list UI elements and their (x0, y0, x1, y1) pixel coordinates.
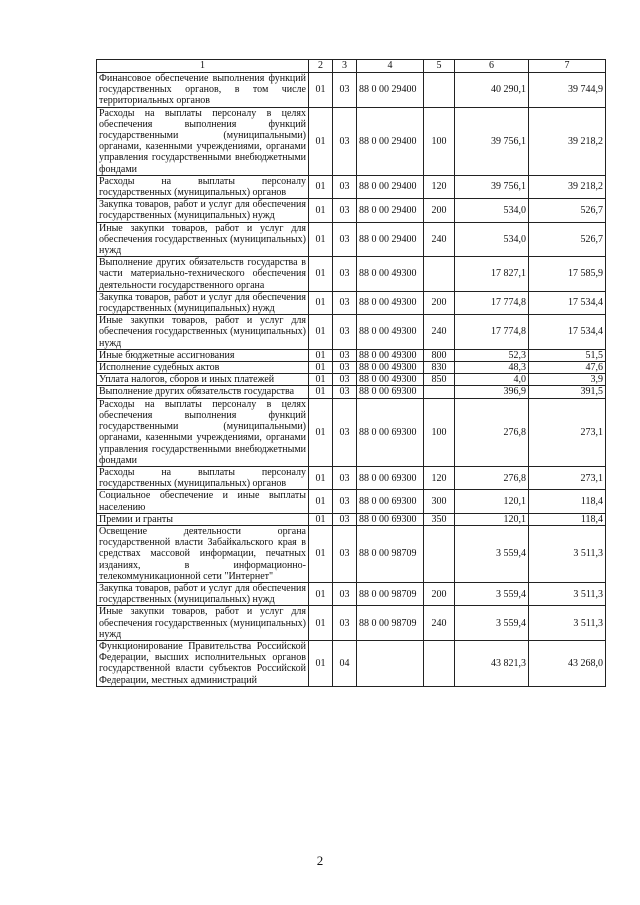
amount-year-1-cell: 396,9 (455, 386, 529, 398)
subsection-cell: 03 (333, 513, 357, 525)
section-cell: 01 (309, 349, 333, 361)
table-row (97, 291, 606, 314)
amount-year-1-cell: 39 756,1 (455, 107, 529, 175)
header-col-6: 6 (455, 60, 529, 73)
expense-type-cell: 240 (424, 606, 455, 641)
amount-year-1-cell: 276,8 (455, 466, 529, 489)
section-cell: 01 (309, 386, 333, 398)
target-article-cell: 88 0 00 49300 (357, 374, 424, 386)
subsection-cell: 03 (333, 73, 357, 108)
subsection-cell: 03 (333, 349, 357, 361)
expense-type-cell: 240 (424, 222, 455, 257)
section-cell: 01 (309, 175, 333, 198)
target-article-cell: 88 0 00 49300 (357, 291, 424, 314)
page-number: 2 (316, 853, 324, 868)
subsection-cell: 03 (333, 374, 357, 386)
target-article-cell: 88 0 00 29400 (357, 107, 424, 175)
row-name-cell: Иные закупки товаров, работ и услуг для обеспечения государственных (муниципальных) нужд (97, 606, 309, 641)
amount-year-2-cell: 526,7 (529, 222, 606, 257)
amount-year-1-cell: 40 290,1 (455, 73, 529, 108)
budget-table (96, 59, 606, 687)
section-cell: 01 (309, 199, 333, 222)
target-article-cell: 88 0 00 49300 (357, 257, 424, 292)
amount-year-1-cell: 39 756,1 (455, 175, 529, 198)
target-article-cell: 88 0 00 49300 (357, 362, 424, 374)
row-name-cell: Исполнение судебных актов (97, 362, 309, 374)
amount-year-2-cell: 17 585,9 (529, 257, 606, 292)
amount-year-2-cell: 51,5 (529, 349, 606, 361)
table-row (97, 606, 606, 641)
target-article-cell: 88 0 00 29400 (357, 73, 424, 108)
subsection-cell: 03 (333, 386, 357, 398)
expense-type-cell: 200 (424, 199, 455, 222)
target-article-cell: 88 0 00 29400 (357, 222, 424, 257)
amount-year-2-cell: 39 218,2 (529, 107, 606, 175)
expense-type-cell: 120 (424, 175, 455, 198)
amount-year-1-cell: 17 774,8 (455, 291, 529, 314)
expense-type-cell: 240 (424, 315, 455, 350)
subsection-cell: 03 (333, 398, 357, 466)
target-article-cell: 88 0 00 69300 (357, 513, 424, 525)
header-col-2: 2 (309, 60, 333, 73)
target-article-cell: 88 0 00 69300 (357, 466, 424, 489)
amount-year-1-cell: 4,0 (455, 374, 529, 386)
amount-year-2-cell: 17 534,4 (529, 315, 606, 350)
table-row (97, 315, 606, 350)
table-row (97, 466, 606, 489)
section-cell: 01 (309, 222, 333, 257)
section-cell: 01 (309, 640, 333, 686)
row-name-cell: Премии и гранты (97, 513, 309, 525)
expense-type-cell: 800 (424, 349, 455, 361)
expense-type-cell: 200 (424, 582, 455, 605)
table-row (97, 582, 606, 605)
expense-type-cell: 100 (424, 398, 455, 466)
section-cell: 01 (309, 257, 333, 292)
target-article-cell: 88 0 00 49300 (357, 349, 424, 361)
section-cell: 01 (309, 582, 333, 605)
row-name-cell: Финансовое обеспечение выполнения функций государственных органов, в том числе территориальных органов (97, 73, 309, 108)
section-cell: 01 (309, 315, 333, 350)
amount-year-2-cell: 118,4 (529, 490, 606, 513)
table-row (97, 525, 606, 582)
amount-year-1-cell: 48,3 (455, 362, 529, 374)
expense-type-cell (424, 257, 455, 292)
subsection-cell: 03 (333, 199, 357, 222)
section-cell: 01 (309, 107, 333, 175)
subsection-cell: 03 (333, 362, 357, 374)
header-col-4: 4 (357, 60, 424, 73)
row-name-cell: Социальное обеспечение и иные выплаты населению (97, 490, 309, 513)
row-name-cell: Закупка товаров, работ и услуг для обеспечения государственных (муниципальных) нужд (97, 291, 309, 314)
subsection-cell: 03 (333, 222, 357, 257)
row-name-cell: Функционирование Правительства Российской Федерации, высших исполнительных органов государственной власти субъектов Российской Федерации, местных администраций (97, 640, 309, 686)
row-name-cell: Уплата налогов, сборов и иных платежей (97, 374, 309, 386)
table-row (97, 349, 606, 361)
amount-year-2-cell: 273,1 (529, 466, 606, 489)
amount-year-1-cell: 276,8 (455, 398, 529, 466)
row-name-cell: Выполнение других обязательств государства (97, 386, 309, 398)
row-name-cell: Иные закупки товаров, работ и услуг для обеспечения государственных (муниципальных) нужд (97, 315, 309, 350)
row-name-cell: Закупка товаров, работ и услуг для обеспечения государственных (муниципальных) нужд (97, 582, 309, 605)
amount-year-1-cell: 534,0 (455, 199, 529, 222)
row-name-cell: Иные закупки товаров, работ и услуг для обеспечения государственных (муниципальных) нужд (97, 222, 309, 257)
amount-year-1-cell: 3 559,4 (455, 525, 529, 582)
amount-year-1-cell: 52,3 (455, 349, 529, 361)
amount-year-2-cell: 47,6 (529, 362, 606, 374)
table-row (97, 513, 606, 525)
subsection-cell: 03 (333, 315, 357, 350)
subsection-cell: 03 (333, 291, 357, 314)
subsection-cell: 04 (333, 640, 357, 686)
section-cell: 01 (309, 362, 333, 374)
amount-year-2-cell: 39 744,9 (529, 73, 606, 108)
target-article-cell: 88 0 00 98709 (357, 525, 424, 582)
subsection-cell: 03 (333, 606, 357, 641)
section-cell: 01 (309, 466, 333, 489)
table-row (97, 107, 606, 175)
subsection-cell: 03 (333, 107, 357, 175)
table-row (97, 386, 606, 398)
table-row (97, 73, 606, 108)
target-article-cell: 88 0 00 98709 (357, 606, 424, 641)
row-name-cell: Освещение деятельности органа государственной власти Забайкальского края в средствах массовой информации, печатных изданиях, в информационно-телекоммуникационной сети "Интернет" (97, 525, 309, 582)
header-col-5: 5 (424, 60, 455, 73)
table-row (97, 640, 606, 686)
subsection-cell: 03 (333, 525, 357, 582)
amount-year-2-cell: 3,9 (529, 374, 606, 386)
subsection-cell: 03 (333, 175, 357, 198)
header-col-1: 1 (97, 60, 309, 73)
amount-year-1-cell: 3 559,4 (455, 606, 529, 641)
section-cell: 01 (309, 291, 333, 314)
section-cell: 01 (309, 73, 333, 108)
table-row (97, 257, 606, 292)
target-article-cell: 88 0 00 29400 (357, 175, 424, 198)
row-name-cell: Расходы на выплаты персоналу в целях обеспечения выполнения функций государственными (муниципальными) органами, казенными учреждениями, органами управления государственными внебюджетными фондами (97, 398, 309, 466)
target-article-cell: 88 0 00 69300 (357, 398, 424, 466)
section-cell: 01 (309, 525, 333, 582)
row-name-cell: Выполнение других обязательств государства в части материально-технического обеспечения деятельности государственного органа (97, 257, 309, 292)
expense-type-cell (424, 525, 455, 582)
amount-year-1-cell: 534,0 (455, 222, 529, 257)
row-name-cell: Расходы на выплаты персоналу в целях обеспечения выполнения функций государственными (муниципальными) органами, казенными учреждениями, органами управления государственными внебюджетными фондами (97, 107, 309, 175)
table-body (97, 73, 606, 687)
expense-type-cell: 120 (424, 466, 455, 489)
target-article-cell: 88 0 00 49300 (357, 315, 424, 350)
target-article-cell: 88 0 00 98709 (357, 582, 424, 605)
amount-year-2-cell: 3 511,3 (529, 525, 606, 582)
header-col-3: 3 (333, 60, 357, 73)
expense-type-cell: 350 (424, 513, 455, 525)
table-row (97, 374, 606, 386)
table-row (97, 222, 606, 257)
subsection-cell: 03 (333, 466, 357, 489)
row-name-cell: Иные бюджетные ассигнования (97, 349, 309, 361)
table-row (97, 398, 606, 466)
amount-year-2-cell: 39 218,2 (529, 175, 606, 198)
table-row (97, 175, 606, 198)
expense-type-cell (424, 640, 455, 686)
table-row (97, 362, 606, 374)
amount-year-1-cell: 17 827,1 (455, 257, 529, 292)
table-row (97, 490, 606, 513)
header-row (97, 60, 606, 73)
amount-year-2-cell: 273,1 (529, 398, 606, 466)
expense-type-cell (424, 386, 455, 398)
subsection-cell: 03 (333, 490, 357, 513)
target-article-cell (357, 640, 424, 686)
target-article-cell: 88 0 00 69300 (357, 386, 424, 398)
section-cell: 01 (309, 513, 333, 525)
target-article-cell: 88 0 00 29400 (357, 199, 424, 222)
target-article-cell: 88 0 00 69300 (357, 490, 424, 513)
subsection-cell: 03 (333, 582, 357, 605)
amount-year-1-cell: 120,1 (455, 490, 529, 513)
section-cell: 01 (309, 374, 333, 386)
expense-type-cell: 100 (424, 107, 455, 175)
row-name-cell: Расходы на выплаты персоналу государственных (муниципальных) органов (97, 175, 309, 198)
table-row (97, 199, 606, 222)
row-name-cell: Закупка товаров, работ и услуг для обеспечения государственных (муниципальных) нужд (97, 199, 309, 222)
expense-type-cell: 830 (424, 362, 455, 374)
section-cell: 01 (309, 398, 333, 466)
amount-year-2-cell: 3 511,3 (529, 606, 606, 641)
amount-year-1-cell: 3 559,4 (455, 582, 529, 605)
expense-type-cell: 300 (424, 490, 455, 513)
subsection-cell: 03 (333, 257, 357, 292)
amount-year-1-cell: 120,1 (455, 513, 529, 525)
amount-year-1-cell: 17 774,8 (455, 315, 529, 350)
amount-year-2-cell: 526,7 (529, 199, 606, 222)
amount-year-2-cell: 17 534,4 (529, 291, 606, 314)
amount-year-2-cell: 43 268,0 (529, 640, 606, 686)
section-cell: 01 (309, 490, 333, 513)
expense-type-cell (424, 73, 455, 108)
expense-type-cell: 850 (424, 374, 455, 386)
amount-year-2-cell: 391,5 (529, 386, 606, 398)
amount-year-2-cell: 3 511,3 (529, 582, 606, 605)
header-col-7: 7 (529, 60, 606, 73)
amount-year-1-cell: 43 821,3 (455, 640, 529, 686)
expense-type-cell: 200 (424, 291, 455, 314)
row-name-cell: Расходы на выплаты персоналу государственных (муниципальных) органов (97, 466, 309, 489)
amount-year-2-cell: 118,4 (529, 513, 606, 525)
section-cell: 01 (309, 606, 333, 641)
